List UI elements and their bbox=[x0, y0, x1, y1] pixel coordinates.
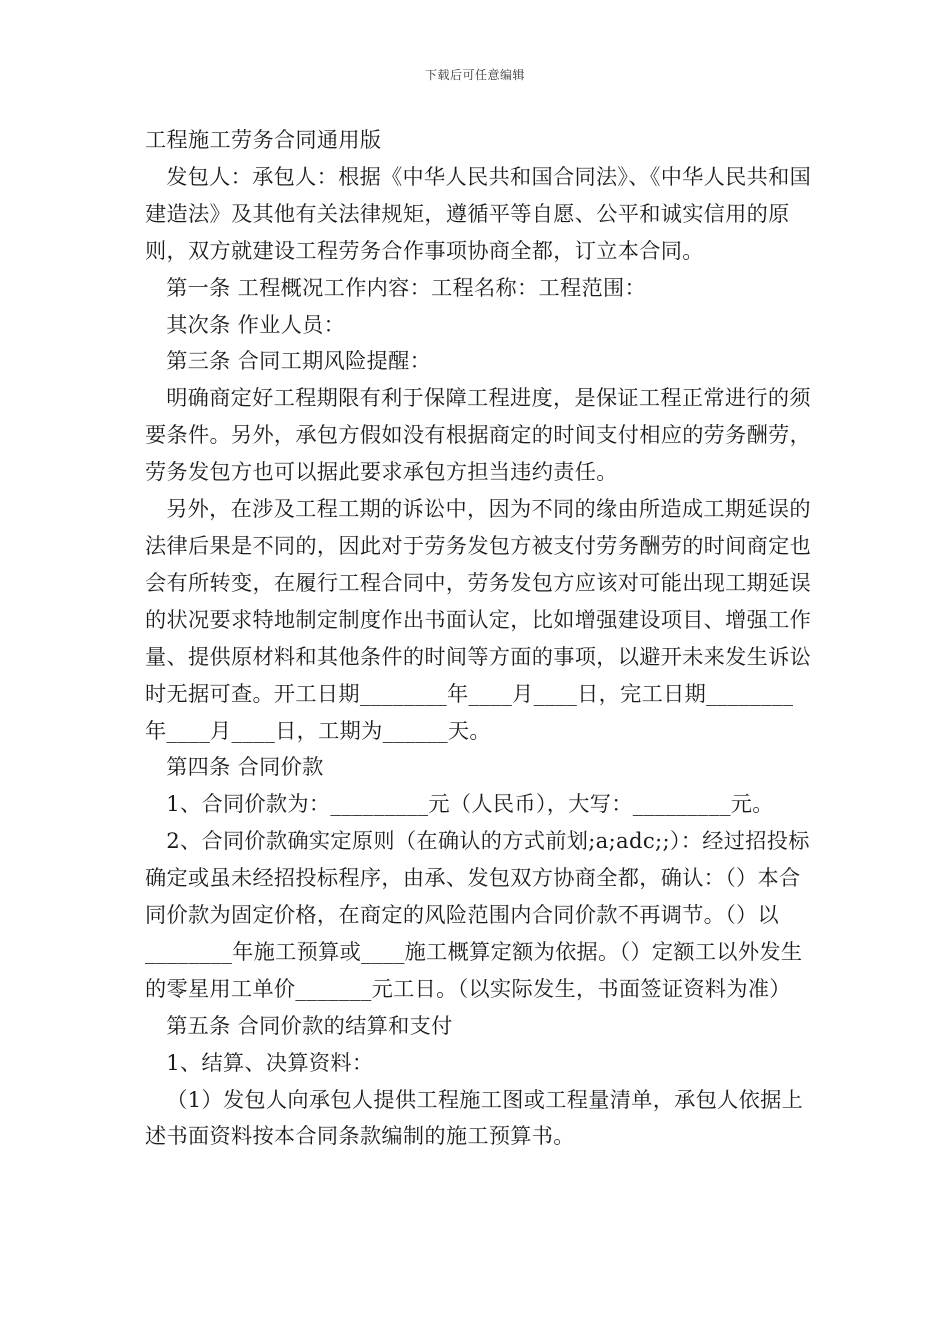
paragraph-settlement-materials: 1、结算、决算资料： bbox=[166, 1049, 374, 1075]
document-title: 工程施工劳务合同通用版 bbox=[145, 127, 382, 152]
article-3-heading: 第三条 合同工期风险提醒： bbox=[166, 348, 432, 374]
page-header-note: 下载后可任意编辑 bbox=[424, 68, 525, 82]
document-body bbox=[145, 122, 813, 1155]
paragraph-contract-price: 1、合同价款为：_________元（人民币），大写：_________元。 bbox=[166, 791, 774, 817]
article-5-heading: 第五条 合同价款的结算和支付 bbox=[166, 1012, 453, 1038]
article-4-heading: 第四条 合同价款 bbox=[166, 754, 324, 780]
paragraph-parties: 发包人：承包人：根据《中华人民共和国合同法》、《中华人民共和国建造法》及其他有关法律规矩，遵循平等自愿、公平和诚实信用的原则，双方就建设工程劳务合作事项协商全都，订立本合同。 bbox=[145, 163, 812, 263]
article-2-heading: 其次条 作业人员： bbox=[166, 311, 346, 337]
paragraph-price-principles: 2、合同价款确实定原则（在确认的方式前划;a;adc;;）：经过招投标确定或虽未经招投标程序，由承、发包双方协商全都，确认：（）本合同价款为固定价格，在商定的风险范围内合同价款不再调节。（）以________年施工预算或____施工概算定额为依据。（）定额工以外发生的零星用工单价_______元工日。（以实际发生，书面签证资料为准） bbox=[145, 828, 810, 1001]
article-1-heading: 第一条 工程概况工作内容：工程名称：工程范围： bbox=[166, 274, 646, 300]
paragraph-schedule-litigation: 另外，在涉及工程工期的诉讼中，因为不同的缘由所造成工期延误的法律后果是不同的，因此对于劳务发包方被支付劳务酬劳的时间商定也会有所转变，在履行工程合同中，劳务发包方应该对可能出现工期延误的状况要求特地制定制度作出书面认定，比如增强建设项目、增强工作量、提供原材料和其他条件的时间等方面的事项，以避开未来发生诉讼时无据可查。开工日期________年____月____日，完工日期________年____月____日，工期为______天。 bbox=[145, 496, 812, 743]
paragraph-schedule-risk: 明确商定好工程期限有利于保障工程进度，是保证工程正常进行的须要条件。另外，承包方假如没有根据商定的时间支付相应的劳务酬劳，劳务发包方也可以据此要求承包方担当违约责任。 bbox=[145, 385, 812, 485]
paragraph-settlement-item-1: （1）发包人向承包人提供工程施工图或工程量清单，承包人依据上述书面资料按本合同条款编制的施工预算书。 bbox=[145, 1086, 804, 1149]
